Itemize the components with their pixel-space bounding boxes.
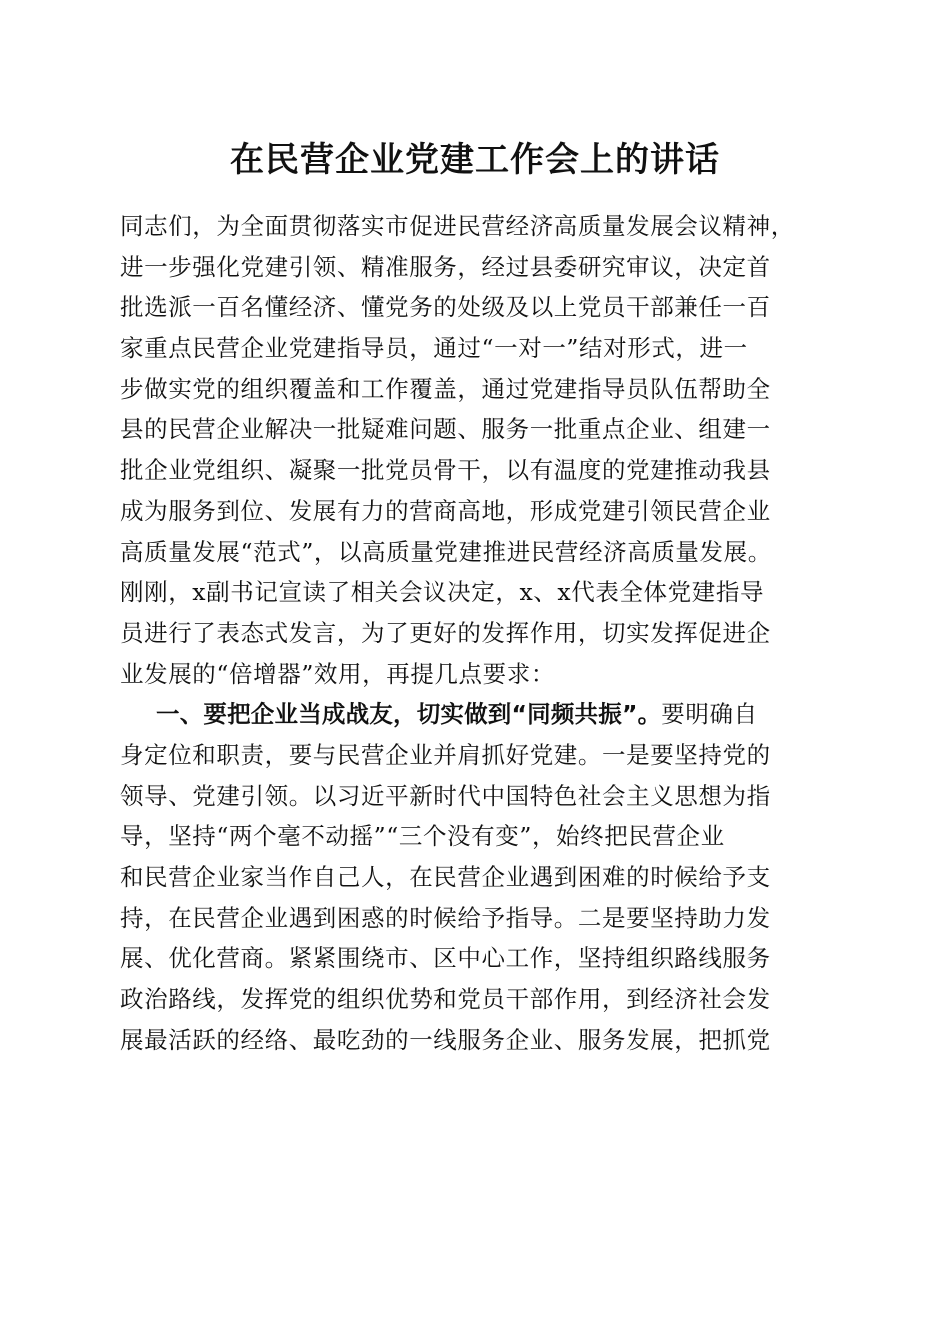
paragraph-line: 持，在民营企业遇到困惑的时候给予指导。二是要坚持助力发 — [120, 903, 771, 932]
paragraph-line: 家重点民营企业党建指导员，通过“一对一”结对形式，进一 — [120, 334, 748, 363]
paragraph-line: 展最活跃的经络、最吃劲的一线服务企业、服务发展，把抓党 — [120, 1025, 771, 1054]
paragraph-line: 步做实党的组织覆盖和工作覆盖，通过党建指导员队伍帮助全 — [120, 374, 771, 403]
paragraph-line: 导，坚持“两个毫不动摇”“三个没有变”，始终把民营企业 — [120, 822, 725, 851]
section-heading: 一、要把企业当成战友，切实做到“同频共振”。 — [156, 700, 662, 729]
paragraph-line: 展、优化营商。紧紧围绕市、区中心工作，坚持组织路线服务 — [120, 944, 771, 973]
document-title: 在民营企业党建工作会上的讲话 — [230, 140, 720, 180]
paragraph-line: 员进行了表态式发言，为了更好的发挥作用，切实发挥促进企 — [120, 618, 771, 647]
section-first-line-text: 要明确自 — [661, 700, 758, 729]
paragraph-line: 成为服务到位、发展有力的营商高地，形成党建引领民营企业 — [120, 496, 771, 525]
paragraph-line: 刚刚，x副书记宣读了相关会议决定，x、x代表全体党建指导 — [120, 578, 765, 607]
paragraph-line: 县的民营企业解决一批疑难问题、服务一批重点企业、组建一 — [120, 415, 771, 444]
paragraph-line: 和民营企业家当作自己人，在民营企业遇到困难的时候给予支 — [120, 863, 771, 891]
paragraph-line: 进一步强化党建引领、精准服务，经过县委研究审议，决定首 — [120, 252, 771, 281]
document-body — [120, 206, 840, 1060]
paragraph-line: 同志们，为全面贯彻落实市促进民营经济高质量发展会议精神， — [120, 212, 795, 240]
section-heading-line — [120, 694, 840, 735]
paragraph-line: 政治路线，发挥党的组织优势和党员干部作用，到经济社会发 — [120, 985, 771, 1014]
paragraph-line: 领导、党建引领。以习近平新时代中国特色社会主义思想为指 — [120, 781, 771, 810]
paragraph-line: 高质量发展“范式”，以高质量党建推进民营经济高质量发展。 — [120, 537, 772, 566]
paragraph-line: 身定位和职责，要与民营企业并肩抓好党建。一是要坚持党的 — [120, 740, 771, 769]
paragraph-line: 批选派一百名懂经济、懂党务的处级及以上党员干部兼任一百 — [120, 293, 771, 322]
paragraph-line: 业发展的“倍增器”效用，再提几点要求： — [120, 659, 555, 688]
paragraph-line: 批企业党组织、凝聚一批党员骨干，以有温度的党建推动我县 — [120, 456, 771, 485]
